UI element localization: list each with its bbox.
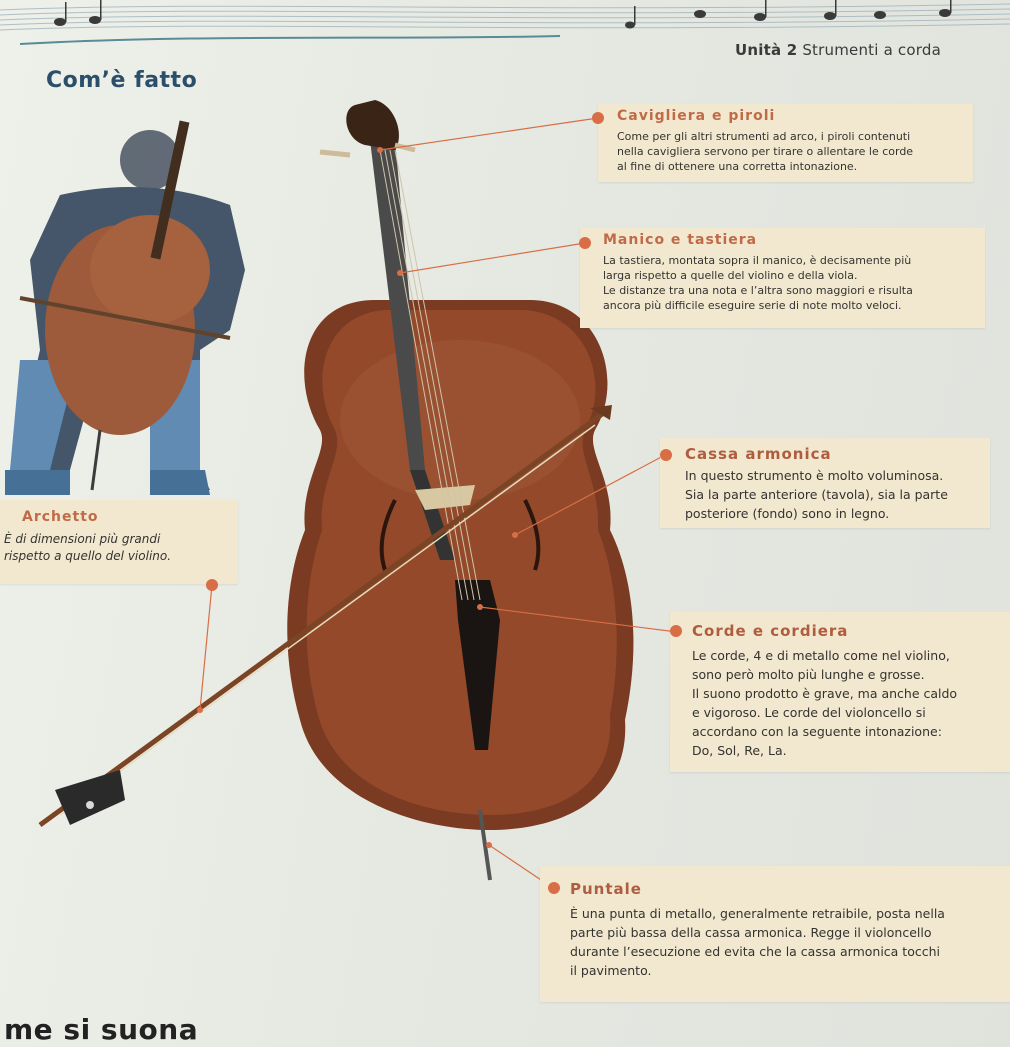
cavigliera-title: Cavigliera e piroli bbox=[617, 108, 776, 124]
manico-title: Manico e tastiera bbox=[603, 232, 758, 248]
unit-title: Strumenti a corda bbox=[802, 41, 941, 59]
manico-text: La tastiera, montata sopra il manico, è decisamente più larga rispetto a quelle del violino e della viola. Le distanze tra una nota e l’altra sono maggiori e risulta ancora più difficile eseguire serie di note molto veloci. bbox=[603, 254, 913, 312]
section-title: Com’è fatto bbox=[46, 68, 198, 93]
cassa-title: Cassa armonica bbox=[685, 445, 832, 463]
unit-label: Unità 2 bbox=[735, 41, 798, 59]
cassa-marker bbox=[660, 449, 672, 461]
corde-text: Le corde, 4 e di metallo come nel violino, sono però molto più lunghe e grosse. Il suono prodotto è grave, ma anche caldo e vigoroso. Le corde del violoncello si accordano con la seguente intonazione: Do, Sol, Re, La. bbox=[692, 648, 958, 758]
cassa-text: In questo strumento è molto voluminosa. Sia la parte anteriore (tavola), sia la parte posteriore (fondo) sono in legno. bbox=[685, 468, 948, 521]
puntale-marker bbox=[548, 882, 560, 894]
cavigliera-marker bbox=[592, 112, 604, 124]
archetto-title: Archetto bbox=[22, 509, 99, 525]
archetto-text: È di dimensioni più grandi rispetto a quello del violino. bbox=[4, 532, 172, 563]
manico-marker bbox=[579, 237, 591, 249]
cavigliera-text: Come per gli altri strumenti ad arco, i piroli contenuti nella cavigliera servono per tirare o allentare le corde al fine di ottenere una corretta intonazione. bbox=[617, 130, 914, 173]
archetto-marker bbox=[206, 579, 218, 591]
corde-marker bbox=[670, 625, 682, 637]
next-section-title: me si suona bbox=[4, 1013, 199, 1046]
puntale-text: È una punta di metallo, generalmente retraibile, posta nella parte più bassa della cassa armonica. Regge il violoncello durante l’esecuzione ed evita che la cassa armonica tocchi il pavimento. bbox=[570, 906, 945, 978]
cellist-figure bbox=[5, 120, 245, 495]
corde-title: Corde e cordiera bbox=[692, 622, 849, 640]
puntale-title: Puntale bbox=[570, 880, 642, 898]
